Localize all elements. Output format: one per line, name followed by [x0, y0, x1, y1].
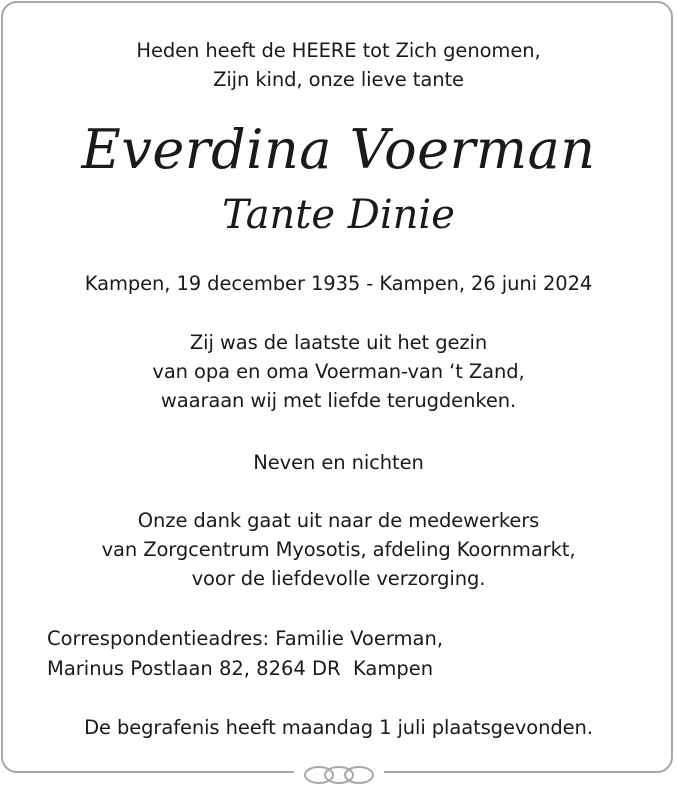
intro-line: Heden heeft de HEERE tot Zich genomen,	[136, 39, 541, 62]
life-dates	[0, 269, 677, 298]
remembrance-line: waaraan wij met liefde terugdenken.	[160, 389, 517, 412]
funeral-notice	[0, 713, 677, 742]
intro-line: Zijn kind, onze lieve tante	[213, 68, 464, 91]
correspondence-address	[47, 624, 443, 684]
deceased-nickname: Tante Dinie	[222, 192, 455, 238]
triple-loop-ornament-icon	[294, 762, 384, 788]
thanks-line: Onze dank gaat uit naar de medewerkers	[137, 509, 540, 532]
remembrance-line: Zij was de laatste uit het gezin	[189, 331, 488, 354]
intro-text	[0, 36, 677, 94]
funeral-text: De begrafenis heeft maandag 1 juli plaatsgevonden.	[84, 716, 593, 739]
correspondence-line: Correspondentieadres: Familie Voerman,	[47, 627, 444, 650]
correspondence-line: Marinus Postlaan 82, 8264 DR Kampen	[47, 657, 434, 680]
signers-text: Neven en nichten	[253, 451, 424, 474]
deceased-name: Everdina Voerman	[81, 118, 596, 181]
remembrance-line: van opa en oma Voerman-van ‘t Zand,	[152, 360, 525, 383]
life-dates-text: Kampen, 19 december 1935 - Kampen, 26 juni 2024	[84, 272, 593, 295]
thanks-text	[0, 506, 677, 593]
signers	[0, 448, 677, 477]
remembrance-text	[0, 328, 677, 415]
thanks-line: van Zorgcentrum Myosotis, afdeling Koornmarkt,	[101, 538, 576, 561]
thanks-line: voor de liefdevolle verzorging.	[191, 567, 486, 590]
